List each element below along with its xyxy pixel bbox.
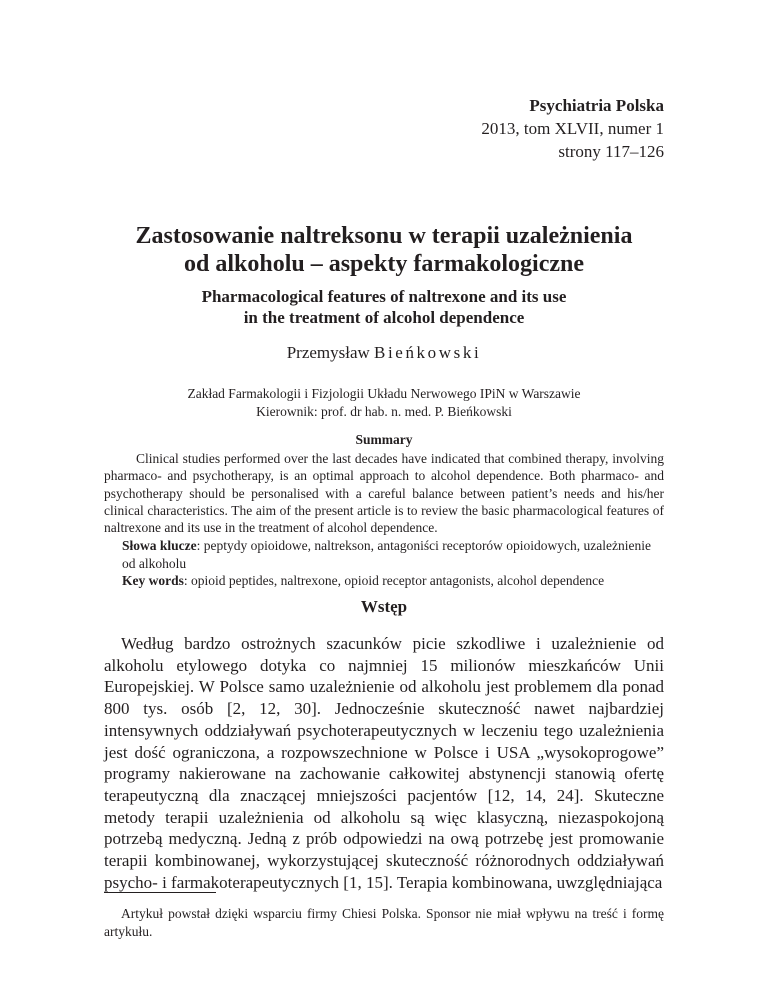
journal-volume: 2013, tom XLVII, numer 1 [481, 119, 664, 138]
keywords-polish-text: : peptydy opioidowe, naltrekson, antagoniści receptorów opioidowych, uzależnienie od alkoholu [122, 538, 652, 571]
footnote [104, 905, 664, 941]
footnote-text: Artykuł powstał dzięki wsparciu firmy Chiesi Polska. Sponsor nie miał wpływu na treść i formę artykułu. [104, 906, 664, 939]
section-heading: Wstęp [360, 597, 408, 616]
keywords-polish [122, 537, 667, 572]
author-surname: Bieńkowski [374, 343, 482, 362]
affiliation-line-2: Kierownik: prof. dr hab. n. med. P. Bieńkowski [256, 404, 512, 419]
article-title [0, 222, 768, 278]
keywords-block [122, 537, 667, 590]
article-subtitle [0, 286, 768, 328]
summary-text [104, 450, 664, 536]
summary-heading: Summary [355, 432, 413, 447]
keywords-polish-label: Słowa klucze [122, 538, 197, 553]
title-line-2: od alkoholu – aspekty farmakologiczne [183, 251, 585, 277]
keywords-english-text: : opioid peptides, naltrexone, opioid receptor antagonists, alcohol dependence [183, 573, 605, 588]
affiliation-line-1: Zakład Farmakologii i Fizjologii Układu Nerwowego IPiN w Warszawie [187, 386, 581, 401]
journal-pages: strony 117–126 [558, 142, 664, 161]
subtitle-line-1: Pharmacological features of naltrexone and its use [201, 287, 567, 306]
author [0, 343, 768, 363]
subtitle-line-2: in the treatment of alcohol dependence [243, 308, 525, 327]
body-paragraph: Według bardzo ostrożnych szacunków picie szkodliwe i uzależnienie od alkoholu etylowego dotyka co najmniej 15 milionów mieszkańców Unii Europejskiej. W Polsce samo uzależnienie od alkoholu jest problemem dla ponad 800 tys. osób [2, 12, 30]. Jednocześnie skuteczność nawet najbardziej intensywnych oddziaływań psychoterapeutycznych w leczeniu tego uzależnienia jest dość ograniczona, a rozpowszechnione w Polsce i USA „wysokoprogowe” programy nakierowane na zachowanie całkowitej abstynencji stanowią ofertę terapeutyczną dla znaczącej mniejszości pacjentów [12, 14, 24]. Skuteczne metody terapii uzależnienia od alkoholu są więc klasyczną, niezaspokojoną potrzebą medyczną. Jedną z prób odpowiedzi na ową potrzebę jest promowanie terapii kombinowanej, wykorzystującej skuteczność różnorodnych oddziaływań psycho- i farmakoterapeutycznych [1, 15]. Terapia kombinowana, uwzględniająca [104, 634, 664, 892]
title-line-1: Zastosowanie naltreksonu w terapii uzależnienia [135, 223, 633, 249]
footnote-divider [104, 892, 216, 893]
author-first-name: Przemysław [286, 343, 370, 362]
keywords-english [122, 572, 667, 590]
journal-name: Psychiatria Polska [529, 96, 664, 115]
keywords-english-label: Key words [122, 573, 184, 588]
affiliation [0, 385, 768, 421]
summary-paragraph: Clinical studies performed over the last decades have indicated that combined therapy, involving pharmaco- and psychotherapy, is an optimal approach to alcohol dependence. Both pharmaco- and psychotherapy should be personalised with a careful balance between patient’s needs and his/her clinical characteristics. The aim of the present article is to review the basic pharmacological features of naltrexone and its use in the treatment of alcohol dependence. [104, 451, 664, 536]
journal-header [481, 94, 664, 163]
body-text [104, 633, 664, 893]
